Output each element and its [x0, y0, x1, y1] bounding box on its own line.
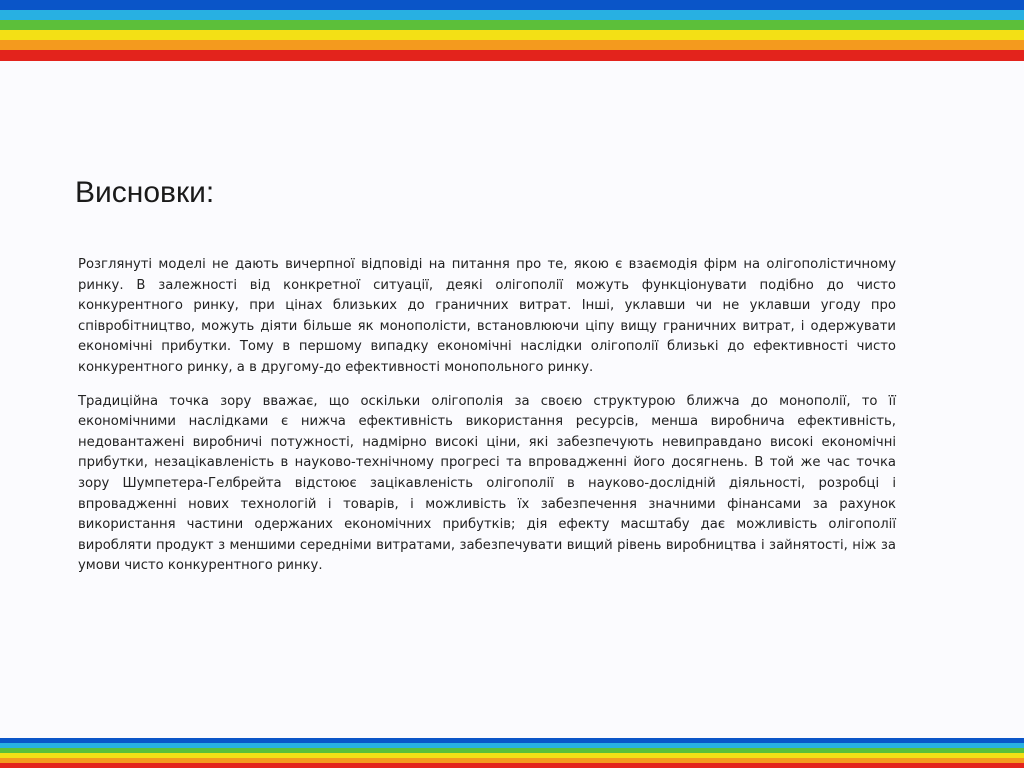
paragraph-1: Розглянуті моделі не дають вичерпної відповіді на питання про те, якою є взаємодія фірм на олігополістичному ринку. В залежності від конкретної ситуації, деякі олігополії можуть функціонувати подібно до чисто конкурентного ринку, при цінах близьких до граничних витрат. Інші, уклавши чи не уклавши угоду про співробітництво, можуть діяти більше як монополісти, встановлюючи ціпу вищу граничних витрат, і одержувати економічні прибутки. Тому в першому випадку економічні наслідки олігополії близькі до ефективності чисто конкурентного ринку, а в другому-до ефективності монопольного ринку. — [78, 257, 896, 375]
slide-body — [78, 255, 896, 577]
slide-title: Висновки: — [75, 176, 215, 209]
bottom-stripe — [0, 763, 1024, 768]
paragraph-2: Традиційна точка зору вважає, що оскільки олігополія за своєю структурою ближча до монополії, то її економічними наслідками є нижча ефективність використання ресурсів, менша виробнича ефективність, недовантажені виробничі потужності, надмірно високі ціни, які забезпечують невиправдано високі економічні прибутки, незацікавленість в науково-технічному прогресі та впровадженні його досягнень. В той же час точка зору Шумпетера-Гелбрейта відстоює зацікавленість олігополії в науково-дослідній діяльності, розробці і впровадженні нових технологій і товарів, і можливість їх забезпечення значними фінансами за рахунок використання частини одержаних економічних прибутків; дія ефекту масштабу дає можливість олігополії виробляти продукт з меншими середніми витратами, забезпечувати вищий рівень виробництва і зайнятості, ніж за умови чисто конкурентного ринку. — [78, 393, 896, 574]
top-stripe — [0, 10, 1024, 20]
top-stripe — [0, 30, 1024, 40]
top-stripe — [0, 20, 1024, 30]
top-stripe — [0, 50, 1024, 61]
top-rainbow-stripes — [0, 0, 1024, 61]
bottom-rainbow-stripes — [0, 738, 1024, 768]
top-stripe — [0, 40, 1024, 50]
top-stripe — [0, 0, 1024, 10]
